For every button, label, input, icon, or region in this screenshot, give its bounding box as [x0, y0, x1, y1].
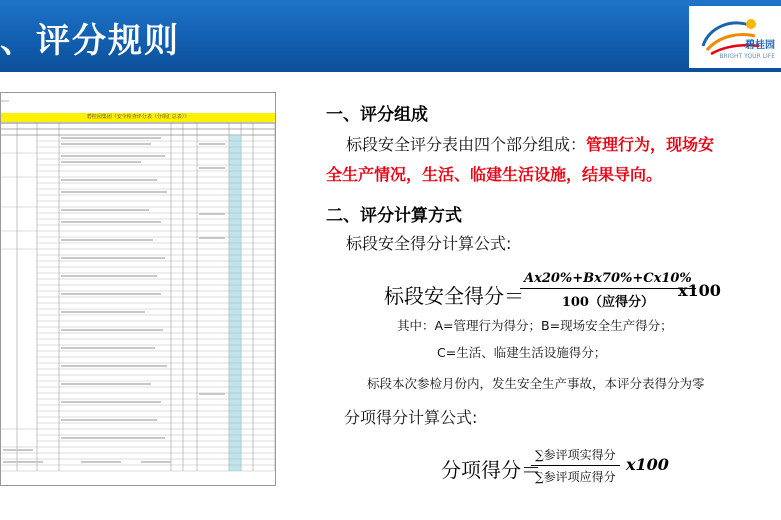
formula1-label: 标段安全得分＝	[384, 284, 524, 308]
slide-title: 、评分规则	[0, 21, 180, 61]
formula1-denominator: 100（应得分）	[561, 295, 654, 310]
formula2-intro: 分项得分计算公式:	[344, 408, 478, 427]
logo-text: 碧桂园	[745, 40, 775, 51]
logo-subtitle: BRIGHT YOUR LIFE	[719, 53, 775, 60]
score-sheet-title: 碧桂园集团《安全检查评分表（分项汇总表）》	[1, 113, 275, 122]
formula1-fraction	[520, 271, 696, 310]
section1-text-prefix: 标段安全评分表由四个部分组成：	[346, 135, 587, 154]
section1-heading: 一、评分组成	[326, 105, 428, 125]
formula2-multiplier: x100	[626, 455, 669, 474]
company-logo	[689, 6, 781, 68]
slide-header	[0, 0, 781, 72]
formula2-fraction	[531, 446, 620, 485]
formula1-intro: 标段安全得分计算公式:	[346, 234, 512, 253]
formula1-numerator: Ax20%+Bx70%+Cx10%	[520, 271, 696, 289]
section2-heading: 二、评分计算方式	[326, 206, 462, 226]
section1-paragraph	[326, 130, 778, 190]
formula2-label: 分项得分＝	[441, 458, 541, 482]
formula2-numerator: ∑参评项实得分	[531, 446, 620, 466]
formula1-note-a-b: 其中：A=管理行为得分；B=现场安全生产得分；	[397, 318, 673, 333]
section1-highlight-line1: 管理行为，现场安	[586, 135, 715, 154]
section1-highlight-line2: 全生产情况，生活、临建生活设施，结果导向。	[326, 165, 663, 184]
formula1-note-accident: 标段本次参检月份内，发生安全生产事故，本评分表得分为零	[367, 376, 705, 391]
formula2-denominator: ∑参评项应得分	[535, 470, 616, 484]
formula1-multiplier: x100	[678, 281, 721, 300]
score-sheet-image	[0, 92, 276, 486]
score-sheet-table-graphic	[1, 93, 275, 485]
formula1-note-c: C=生活、临建生活设施得分；	[437, 345, 607, 360]
